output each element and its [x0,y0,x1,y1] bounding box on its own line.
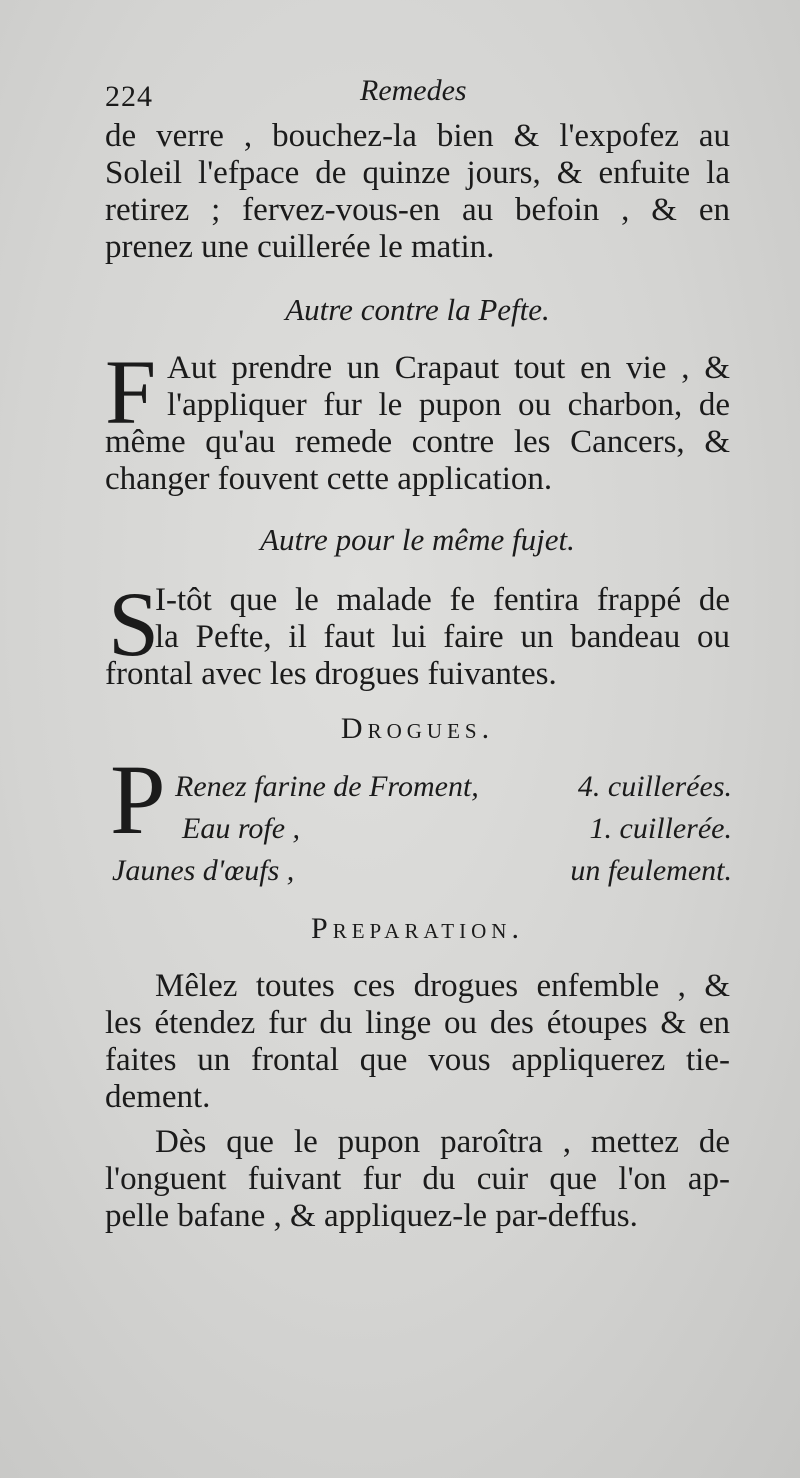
drug-row [112,854,732,892]
drug-quantity: un feulement. [570,854,732,887]
section-heading: Autre contre la Pefte. [285,292,550,327]
drugs-heading: Drogues. [340,712,495,745]
drop-cap: S [108,573,160,675]
intro-paragraph [105,118,730,266]
text-line: pelle bafane , & appliquez-le par-deffus. [105,1198,638,1234]
text-line: de verre , bouchez-la bien & l'expofez au [105,118,730,154]
drop-cap: P [110,744,166,855]
text-line: la Pefte, il faut lui faire un bandeau ou [155,619,730,655]
page-number: 224 [105,80,153,113]
drug-name: Renez farine de Froment, [175,770,479,803]
text-line: dement. [105,1079,211,1115]
text-line: Aut prendre un Crapaut tout en vie , & [167,350,730,386]
drug-row [175,770,732,808]
text-line: faites un frontal que vous appliquerez tie- [105,1042,730,1078]
drug-quantity: 1. cuillerée. [589,812,732,845]
text-line: I-tôt que le malade fe fentira frappé de [155,582,730,618]
text-line: prenez une cuillerée le matin. [105,229,495,265]
section-paragraph [105,573,730,693]
section-paragraph [105,341,730,498]
preparation-heading: Preparation. [311,912,524,945]
page-header [105,72,725,118]
drop-cap: F [105,341,157,443]
preparation-paragraph [105,968,730,1116]
drug-row [182,812,732,850]
text-line: Dès que le pupon paroîtra , mettez de [155,1124,730,1160]
text-line: Soleil l'efpace de quinze jours, & enfuite la [105,155,730,191]
running-head: Remedes [360,74,467,107]
section-heading: Autre pour le même fujet. [260,522,575,557]
drug-name: Jaunes d'œufs , [112,854,295,887]
text-line: frontal avec les drogues fuivantes. [105,656,557,692]
text-line: changer fouvent cette application. [105,461,553,497]
text-line: Mêlez toutes ces drogues enfemble , & [155,968,730,1004]
text-line: l'appliquer fur le pupon ou charbon, de [167,387,730,423]
text-line: même qu'au remede contre les Cancers, & [105,424,730,460]
drug-quantity: 4. cuillerées. [577,770,732,803]
text-line: les étendez fur du linge ou des étoupes & en [105,1005,730,1041]
text-line: retirez ; fervez-vous-en au befoin , & en [105,192,730,228]
text-line: l'onguent fuivant fur du cuir que l'on ap- [105,1161,730,1197]
preparation-paragraph [105,1124,730,1235]
drug-name: Eau rofe , [182,812,301,845]
